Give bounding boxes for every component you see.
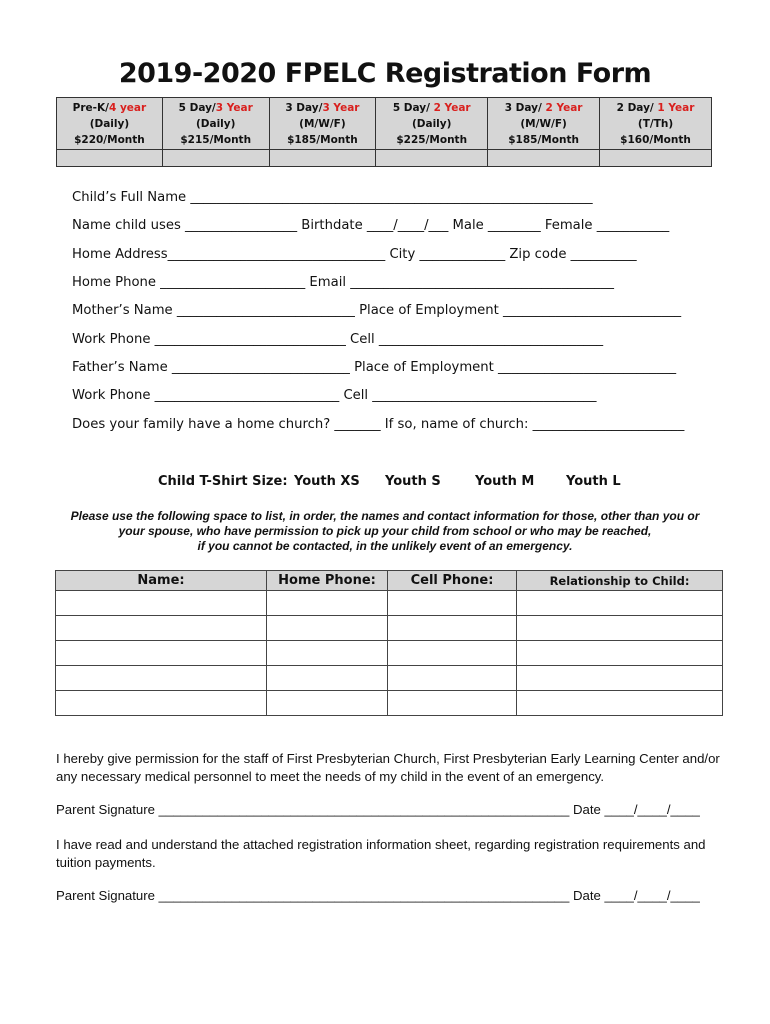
table-cell[interactable] xyxy=(388,691,517,716)
emergency-contact-instructions xyxy=(0,509,770,554)
program-cell: 3 Day/3 Year (M/W/F) $185/Month xyxy=(269,98,376,150)
table-row xyxy=(56,666,723,691)
table-cell[interactable] xyxy=(267,591,388,616)
home-phone-email-field[interactable]: Home Phone ______________________ Email ________________________________________ xyxy=(72,275,614,290)
name-birthdate-gender-field[interactable]: Name child uses _________________ Birthdate ____/____/___ Male ________ Female ___________ xyxy=(72,218,670,233)
table-row xyxy=(56,691,723,716)
table-cell[interactable] xyxy=(388,666,517,691)
emergency-contacts-table xyxy=(55,570,723,716)
table-row xyxy=(56,591,723,616)
page-title: 2019-2020 FPELC Registration Form xyxy=(118,58,652,89)
tshirt-size-option[interactable]: Youth XS xyxy=(294,474,360,489)
table-cell[interactable] xyxy=(56,641,267,666)
table-cell[interactable] xyxy=(517,641,723,666)
parent-signature-line[interactable]: Parent Signature ________________________________________________________ Date ____/____/____ xyxy=(56,888,700,903)
table-cell[interactable] xyxy=(388,641,517,666)
medical-permission-text: I hereby give permission for the staff of First Presbyterian Church, First Presbyterian Early Learning Center and/or any necessary medical personnel to meet the needs of my child in the event of an emergency. xyxy=(56,751,720,784)
program-cell: 5 Day/3 Year (Daily) $215/Month xyxy=(162,98,269,150)
program-select-box[interactable] xyxy=(600,150,712,167)
program-cell: 3 Day/ 2 Year (M/W/F) $185/Month xyxy=(488,98,600,150)
tshirt-size-option[interactable]: Youth L xyxy=(566,474,621,489)
program-select-box[interactable] xyxy=(488,150,600,167)
tshirt-size-option[interactable]: Youth M xyxy=(475,474,535,489)
table-cell[interactable] xyxy=(267,616,388,641)
table-cell[interactable] xyxy=(517,691,723,716)
program-pricing-table xyxy=(56,97,712,167)
table-cell[interactable] xyxy=(56,616,267,641)
program-select-box[interactable] xyxy=(57,150,163,167)
column-header-name: Name: xyxy=(56,571,267,591)
tshirt-size-label: Child T-Shirt Size: xyxy=(158,474,288,489)
notice-line: if you cannot be contacted, in the unlikely event of an emergency. xyxy=(197,539,573,553)
mother-work-cell-field[interactable]: Work Phone _____________________________ Cell __________________________________ xyxy=(72,332,604,347)
table-cell[interactable] xyxy=(388,591,517,616)
program-cell: 2 Day/ 1 Year (T/Th) $160/Month xyxy=(600,98,712,150)
table-cell[interactable] xyxy=(267,666,388,691)
table-row xyxy=(56,616,723,641)
table-cell[interactable] xyxy=(56,691,267,716)
table-cell[interactable] xyxy=(517,666,723,691)
table-cell[interactable] xyxy=(56,591,267,616)
program-cell: 5 Day/ 2 Year (Daily) $225/Month xyxy=(376,98,488,150)
table-cell[interactable] xyxy=(517,616,723,641)
father-work-cell-field[interactable]: Work Phone ____________________________ Cell __________________________________ xyxy=(72,388,597,403)
tshirt-size-option[interactable]: Youth S xyxy=(385,474,441,489)
father-name-employment-field[interactable]: Father’s Name ___________________________ Place of Employment ___________________________ xyxy=(72,360,677,375)
column-header-relationship: Relationship to Child: xyxy=(517,571,723,591)
table-cell[interactable] xyxy=(388,616,517,641)
child-full-name-field[interactable]: Child’s Full Name _____________________________________________________________ xyxy=(72,190,593,205)
parent-signature-line[interactable]: Parent Signature ________________________________________________________ Date ____/____/____ xyxy=(56,802,700,817)
notice-line: Please use the following space to list, in order, the names and contact information for those, other than you or xyxy=(70,509,700,523)
program-select-box[interactable] xyxy=(376,150,488,167)
program-select-box[interactable] xyxy=(269,150,376,167)
program-select-box[interactable] xyxy=(162,150,269,167)
home-church-field[interactable]: Does your family have a home church? _______ If so, name of church: _______________________ xyxy=(72,417,685,432)
table-cell[interactable] xyxy=(517,591,723,616)
column-header-cell-phone: Cell Phone: xyxy=(388,571,517,591)
table-cell[interactable] xyxy=(267,641,388,666)
mother-name-employment-field[interactable]: Mother’s Name ___________________________ Place of Employment ___________________________ xyxy=(72,303,682,318)
acknowledgement-text: I have read and understand the attached registration information sheet, regarding registration requirements and tuition payments. xyxy=(56,837,706,870)
table-cell[interactable] xyxy=(56,666,267,691)
notice-line: your spouse, who have permission to pick up your child from school or who may be reached, xyxy=(118,524,652,538)
home-address-field[interactable]: Home Address_________________________________ City _____________ Zip code __________ xyxy=(72,247,637,262)
table-cell[interactable] xyxy=(267,691,388,716)
table-row xyxy=(56,641,723,666)
program-cell: Pre-K/4 year (Daily) $220/Month xyxy=(57,98,163,150)
column-header-home-phone: Home Phone: xyxy=(267,571,388,591)
